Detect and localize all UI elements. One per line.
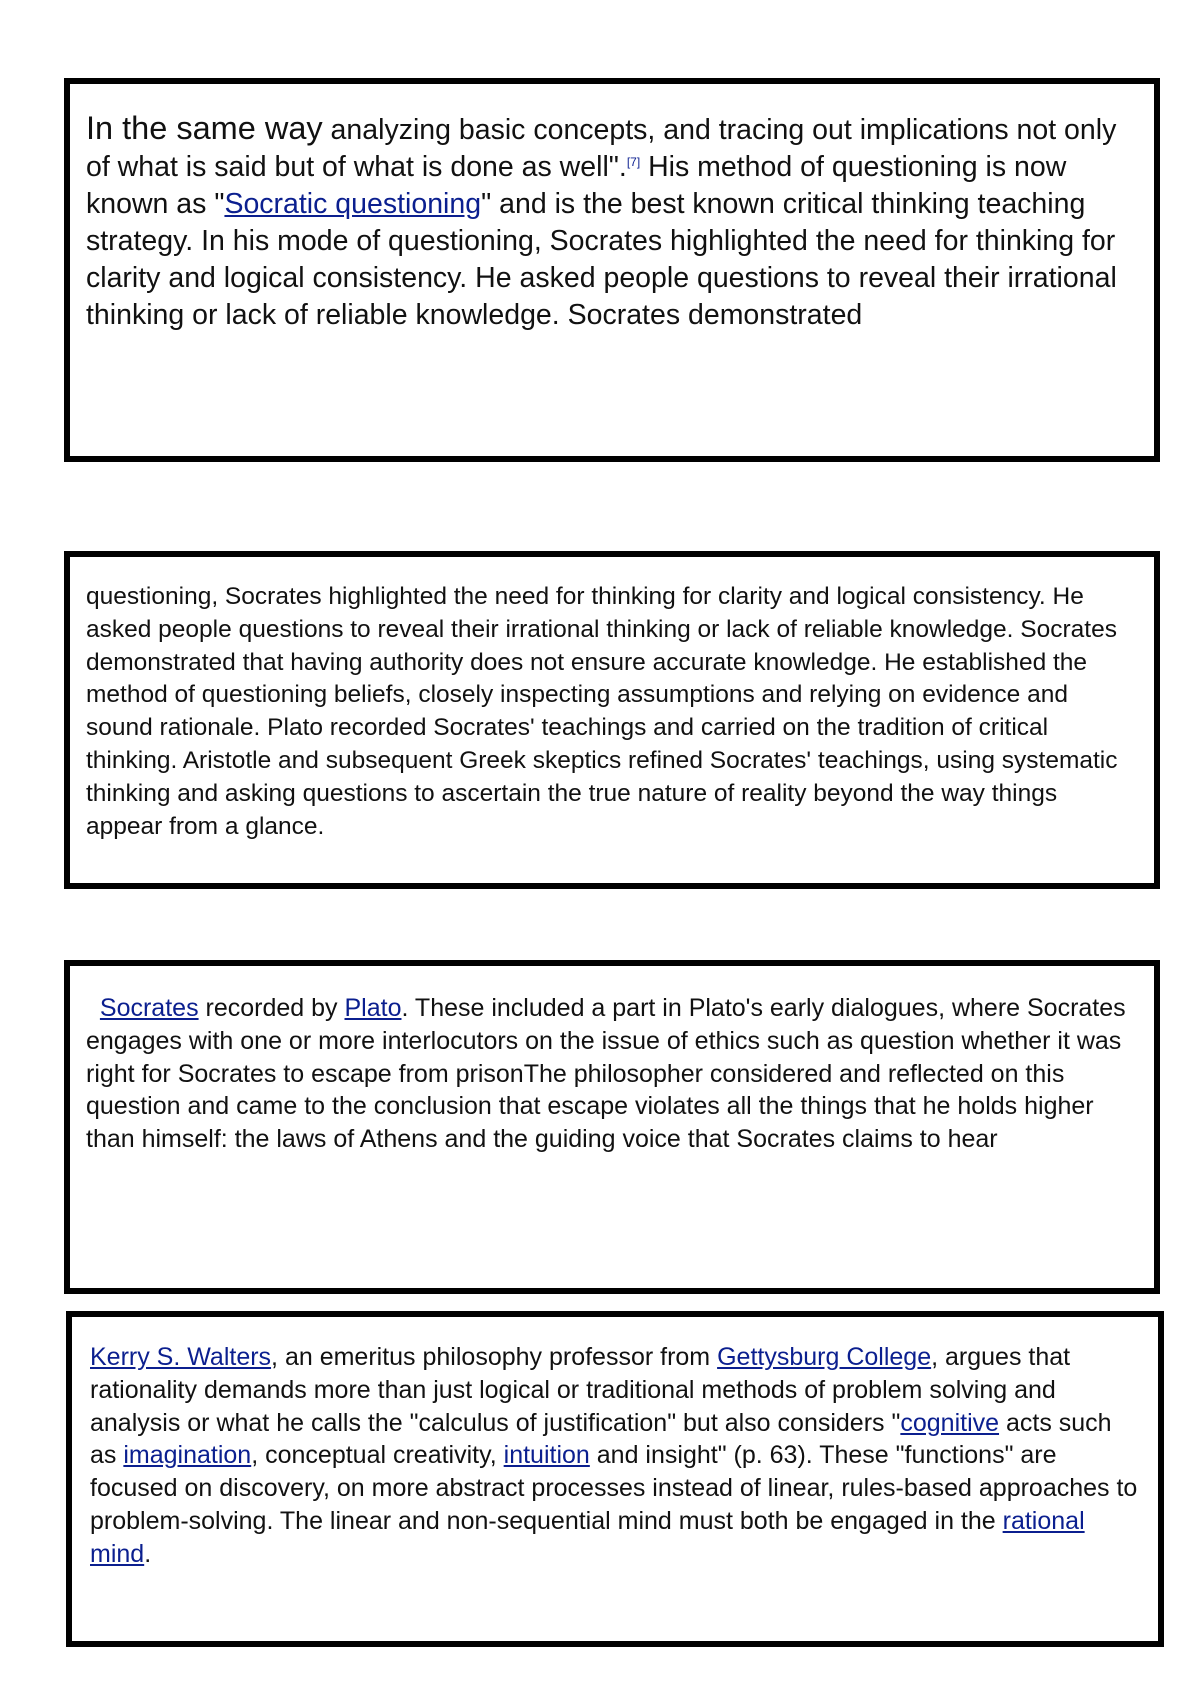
text-run: His method of questioning is now known as " [86,151,1067,220]
link-plato[interactable]: Plato [344,994,402,1022]
text-run: . These included a part in Plato's early dialogues, where Socrates engages with one or more interlocutors on the issue of ethics such as question whether it was right for Socrates to escape from prisonThe philosopher considered and reflected on this question and came to the conclusion that escape violates all the things that he holds higher than himself: the laws of Athens and the guiding voice that Socrates claims to hear [86,994,1126,1154]
link-rational[interactable]: rational [1002,1506,1085,1535]
card-paragraph [86,992,1138,1156]
card-paragraph [90,1341,1140,1571]
citation-reference[interactable]: [7] [626,155,641,169]
lead-phrase: In the same way [86,110,323,146]
card-paragraph: questioning, Socrates highlighted the need for thinking for clarity and logical consistency. He asked people questions to reveal their irrational thinking or lack of reliable knowledge. Socrates demonstrated that having authority does not ensure accurate knowledge. He established the method of questioning beliefs, closely inspecting assumptions and relying on evidence and sound rationale. Plato recorded Socrates' teachings and carried on the tradition of critical thinking. Aristotle and subsequent Greek skeptics refined Socrates' teachings, using systematic thinking and asking questions to ascertain the true nature of reality beyond the way things appear from a glance. [86,583,1118,840]
link-gettysburg-college[interactable]: Gettysburg College [717,1343,932,1371]
card-paragraph [86,110,1138,334]
text-run: . [144,1539,152,1568]
text-run: " and is the best known critical thinking teaching strategy. In his mode of questioning, Socrates highlighted the need for thinking for clarity and logical consistency. He asked people questions to reveal their irrational thinking or lack of reliable knowledge. Socrates demonstrated [86,188,1117,331]
link-imagination[interactable]: imagination [123,1441,252,1470]
text-card-kerry-walters [66,1311,1164,1647]
link-socratic-questioning[interactable]: Socratic questioning [224,188,482,220]
text-run: and insight" (p. 63). These "functions" are focused on discovery, on more abstract processes instead of linear, rules-based approaches to problem-solving. The linear and non-sequential mind must both be engaged in the [90,1441,1138,1535]
text-run: , argues that rationality demands more than just logical or traditional methods of problem solving and analysis or what he calls the "calculus of justification" but also considers " [90,1343,1071,1437]
text-card-plato-dialogues [64,960,1160,1294]
link-mind[interactable]: mind [90,1539,145,1568]
link-cognitive[interactable]: cognitive [900,1408,1000,1437]
text-run: , conceptual creativity, [251,1441,504,1470]
link-intuition[interactable]: intuition [503,1441,590,1470]
text-run: analyzing basic concepts, and tracing out implications not only of what is said but of what is done as well". [86,114,1117,183]
link-socrates[interactable]: Socrates [99,994,199,1022]
text-run: , an emeritus philosophy professor from [271,1343,718,1371]
text-run: acts such as [90,1408,1112,1470]
text-run: recorded by [198,994,345,1022]
text-card-socratic-method [64,78,1160,462]
link-kerry-s-walters[interactable]: Kerry S. Walters [90,1343,272,1371]
text-card-critical-thinking-tradition [64,551,1160,889]
